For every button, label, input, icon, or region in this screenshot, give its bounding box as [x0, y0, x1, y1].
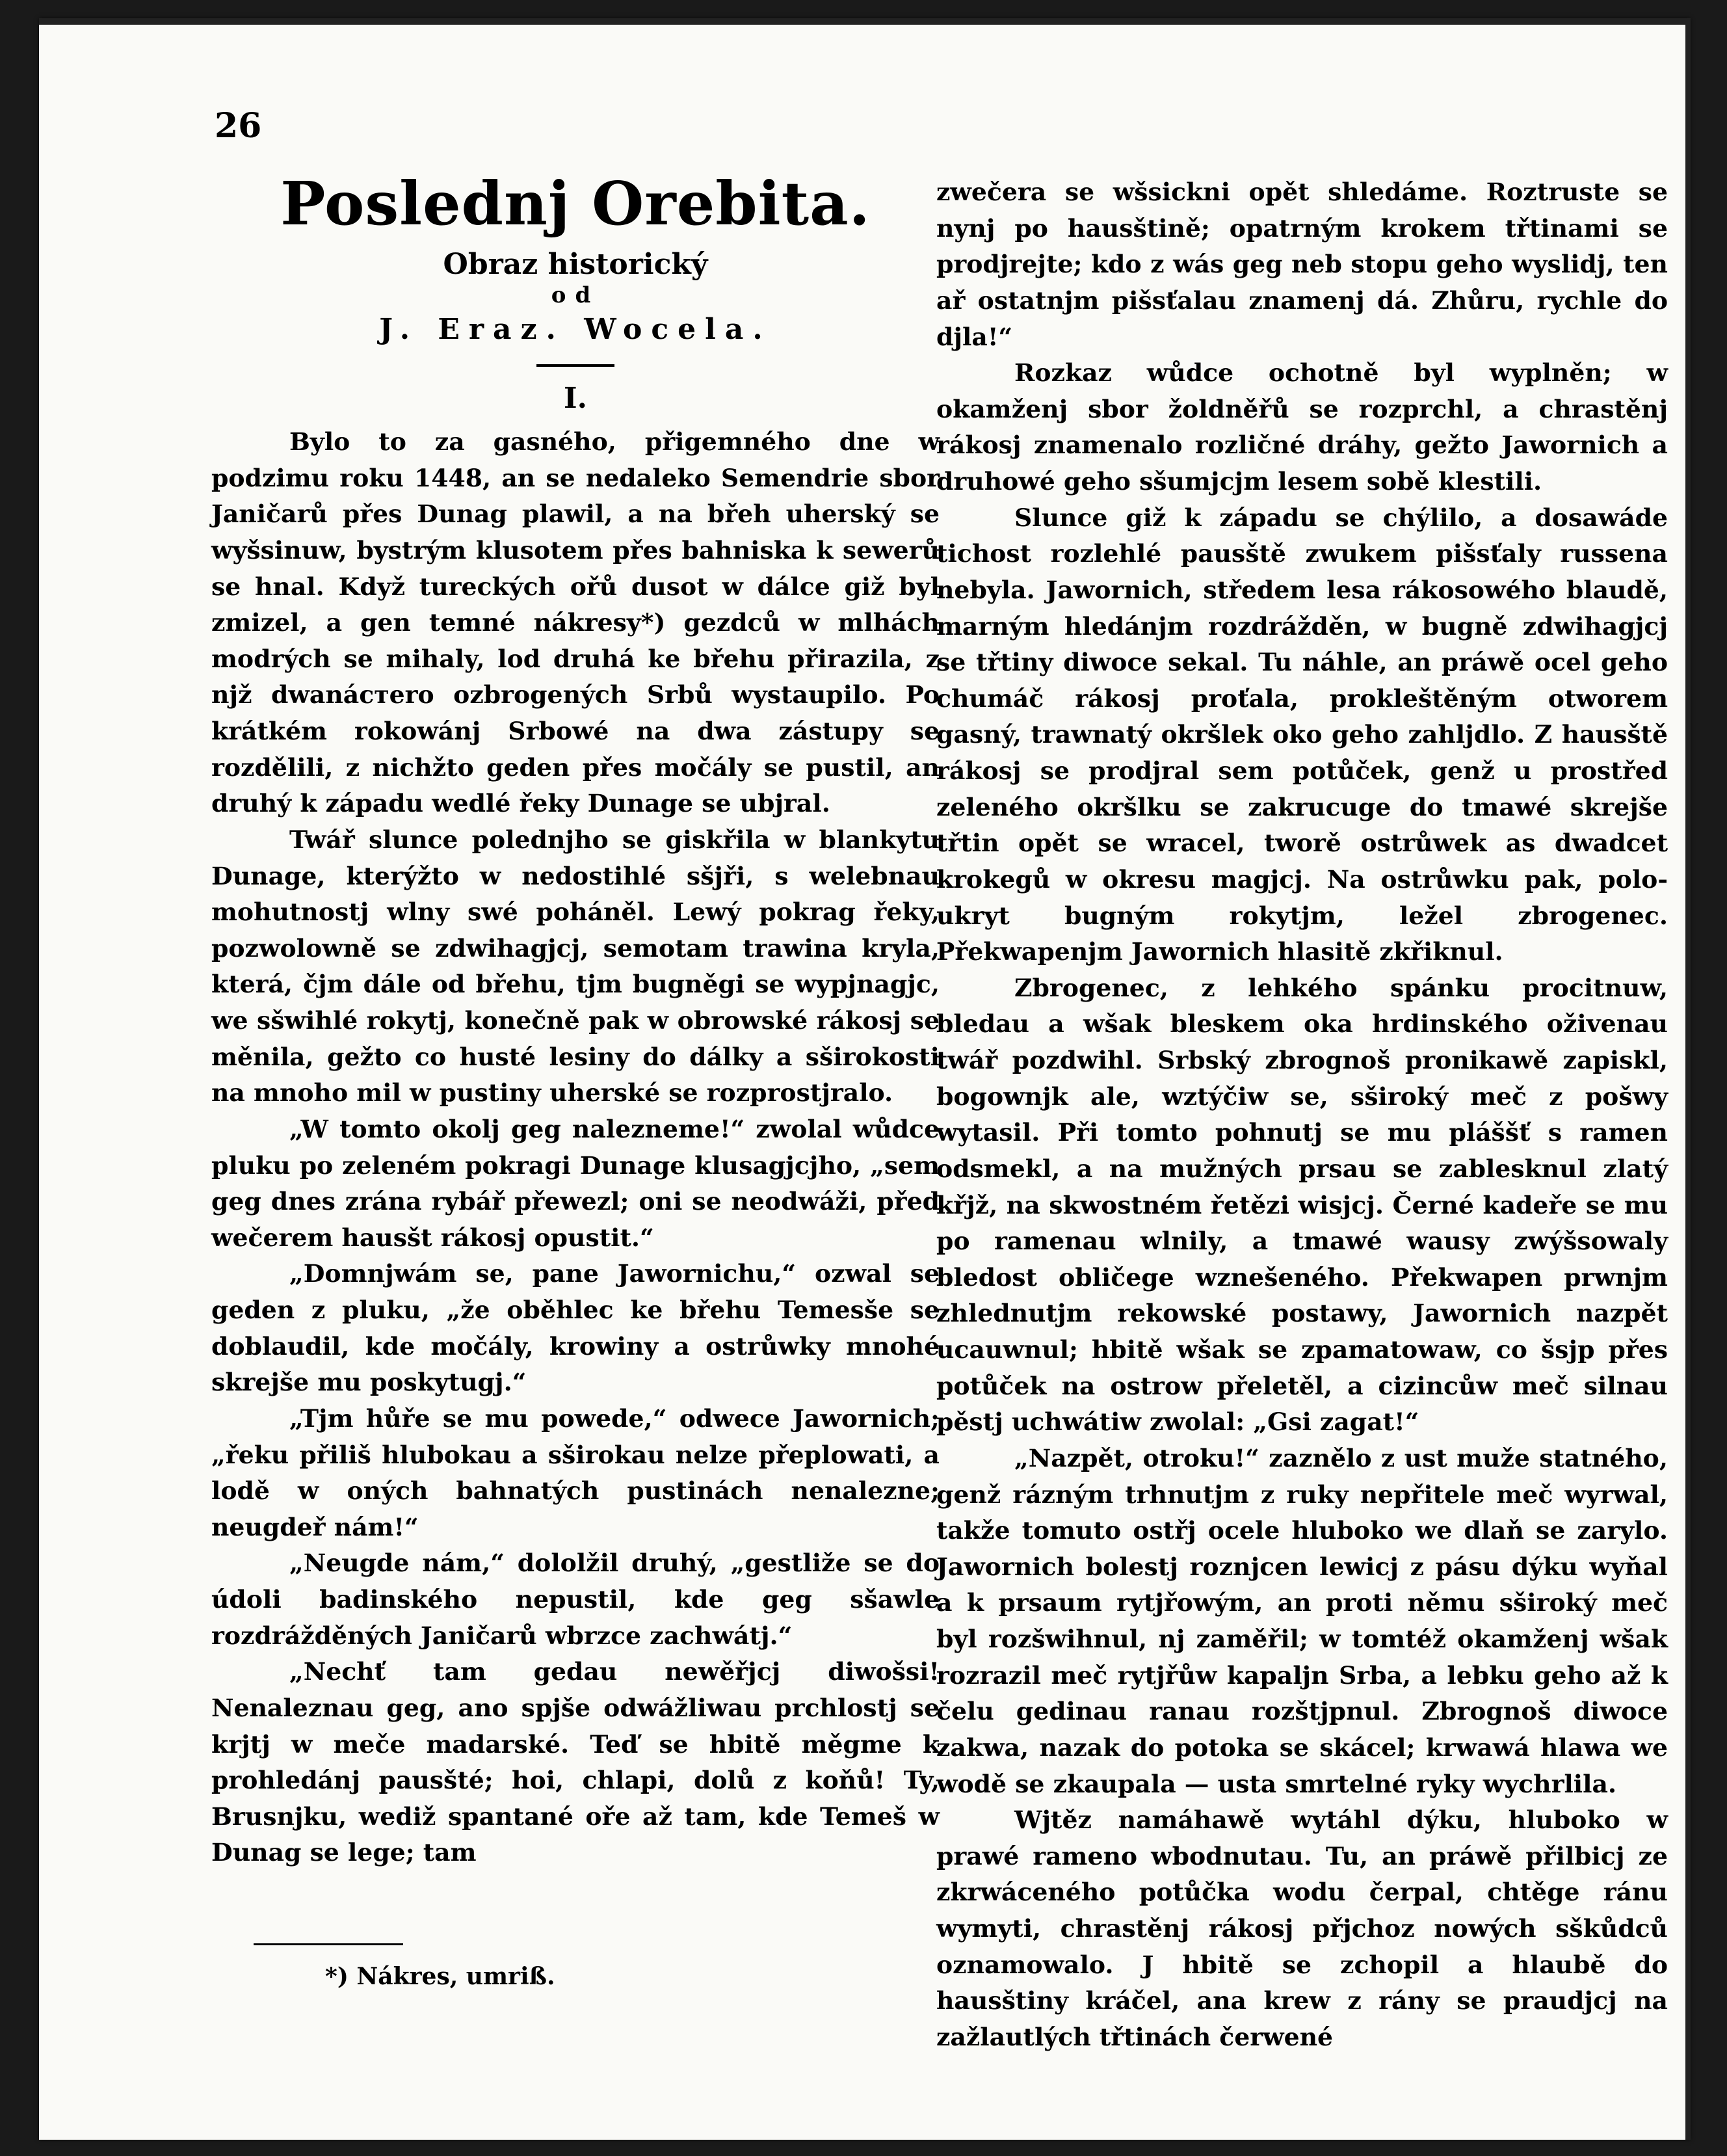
- scan-border-top: [39, 18, 1691, 25]
- paragraph: „Nechť tam gedau newěřjcj diwošsi! Nenaleznau geg, ano spjše odwážliwau prchlostj se krjtj w meče madarské. Teď se hbitě měgme k prohledánj pausšté; hoi, chlapi, dolů z koňů! Ty, Brusnjku, wediž spantané oře až tam, kde Temeš w Dunag se lege; tam: [211, 1657, 940, 1867]
- paragraph: Bylo to za gasného, přigemného dne w podzimu roku 1448, an se nedaleko Semendrie sbor Janičarů přes Dunag plawil, a na břeh uherský se wyšsinuw, bystrým klusotem přes bahniska k sewerů se hnal. Když tureckých ořů dusot w dálce giž byl zmizel, a gen temné nákresy*) gezdců w mlhách modrých se mihaly, lod druhá ke břehu přirazila, z njž dwanácтero ozbrogených Srbů wystaupilo. Po krátkém rokowánj Srbowé na dwa zástupy se rozdělili, z nichžto geden přes močály se pustil, an druhý k západu wedlé řeky Dunage se ubjral.: [211, 427, 940, 818]
- book-page: [39, 18, 1691, 2140]
- paragraph: zwečera se wšsickni opět shledáme. Roztruste se nynj po hausštině; opatrným krokem třtinami se prodjrejte; kdo z wás geg neb stopu geho wyslidj, ten ař ostatnjm pišsťalau znamenj dá. Zhůru, rychle do djla!“: [936, 178, 1668, 351]
- paragraph: Rozkaz wůdce ochotně byl wyplněn; w okamženj sbor žoldněřů se rozprchl, a chrastěnj rákosj znamenalo rozličné dráhy, gežto Jawornich a druhowé geho sšumjcjm lesem sobě klestili.: [936, 358, 1668, 496]
- footnote-divider: [254, 1943, 403, 1945]
- paragraph: Slunce giž k západu se chýlilo, a dosawáde tichost rozlehlé pausště zwukem pišsťaly russena nebyla. Jawornich, středem lesa rákosowého blaudě, marným hledánjm rozdrážděn, w bugně zdwihagjcj se třtiny diwoce sekal. Tu náhle, an práwě ocel geho chumáč rákosj proťala, prokleštěným otworem gasný, trawnatý okršlek oko geho zahljdlo. Z hausště rákosj se prodjral sem potůček, genž u prostřed zeleného okršlku se zakrucuge do tmawé skrejše třtin opět se wracel, tworě ostrůwek as dwadcet krokegů w okresu magjcj. Na ostrůwku pak, polo-ukryt bugným rokytjm, ležel zbrogenec. Překwapenjm Jawornich hlasitě zkřiknul.: [936, 503, 1668, 966]
- right-column: [936, 174, 1668, 2056]
- article-title: Poslednj Orebita.: [280, 168, 871, 239]
- paragraph: „Domnjwám se, pane Jawornichu,“ ozwal se geden z pluku, „že oběhlec ke břehu Temesše se doblaudil, kde močály, krowiny a ostrůwky mnohé skrejše mu poskytugj.“: [211, 1259, 940, 1397]
- paragraph: Zbrogenec, z lehkého spánku procitnuw, bledau a wšak bleskem oka hrdinského oživenau twář pozdwihl. Srbský zbrognoš pronikawě zapiskl, bogownjk ale, wztýčiw se, sširoký meč z pošwy wytasil. Při tomto pohnutj se mu pláššť s ramen odsmekl, a na mužných prsau se zablesknul zlatý křjž, na skwostném řetězi wisjcj. Černé kadeře se mu po ramenau wlnily, a tmawé wausy zwýšsowaly bledost obličege wznešeného. Překwapen prwnjm zhlednutjm rekowské postawy, Jawornich nazpět ucauwnul; hbitě wšak se zpamatowaw, co šsjp přes potůček na ostrow přeletěl, a cizincůw meč silnau pěstj uchwátiw zwolal: „Gsi zagat!“: [936, 973, 1668, 1437]
- paragraph: „W tomto okolj geg nalezneme!“ zwolal wůdce pluku po zeleném pokragi Dunage klusagjcjho, „sem geg dnes zrána rybář přewezl; oni se neodwáži, před wečerem hausšt rákosj opustit.“: [211, 1114, 940, 1252]
- paragraph: Twář slunce polednjho se giskřila w blankytu Dunage, kterýžto w nedostihlé sšjři, s welebnau mohutnostj wlny swé poháněl. Lewý pokrag řeky, pozwolowně se zdwihagjcj, semotam trawina kryla, která, čjm dále od břehu, tjm bugněgi se wypjnagjc, we sšwihlé rokytj, konečně pak w obrowské rákosj se měnila, gežto co husté lesiny do dálky a sširokosti na mnoho mil w pustiny uherské se rozprostjralo.: [211, 825, 940, 1108]
- author-name: J. Eraz. Wocela.: [379, 313, 772, 346]
- page-number: 26: [215, 106, 262, 146]
- scan-border-right: [1685, 18, 1691, 2140]
- paragraph: „Tjm hůře se mu powede,“ odwece Jawornich; „řeku přiliš hlubokau a sširokau nelze přeplowati, a lodě w oných bahnatých pustinách nenalezne; neugdeř nám!“: [211, 1404, 940, 1541]
- paragraph: „Nazpět, otroku!“ zaznělo z ust muže statného, genž rázným trhnutjm z ruky nepřitele meč wyrwal, takže tomuto ostřj ocele hluboko we dlaň se zarylo. Jawornich bolestj roznjcen lewicj z pásu dýku wyňal a k prsaum rytjřowým, an proti němu sširoký meč byl rozšwihnul, nj zaměřil; w tomtéž okamženj wšak rozrazil meč rytjřůw kapaljn Srba, a lebku geho až k čelu gedinau ranau rozštjpnul. Zbrognoš diwoce zakwa, nazak do potoka se skácel; krwawá hlawa we wodě se zkaupala — usta smrtelné ryky wychrlila.: [936, 1443, 1668, 1798]
- paragraph: „Neugde nám,“ dololžil druhý, „gestliže se do údoli badinského nepustil, kde geg sšawle rozdrážděných Janičarů wbrzce zachwátj.“: [211, 1549, 940, 1650]
- footnote: *) Nákres, umriß.: [325, 1963, 555, 1990]
- paragraph: Wjtěz namáhawě wytáhl dýku, hluboko w prawé rameno wbodnutau. Tu, an práwě přilbicj ze zkrwáceného potůčka wodu čerpal, chtěge ránu wymyti, chrastěnj rákosj přjchoz nowých sškůdců oznamowalo. J hbitě se zchopil a hlaubě do hausštiny kráčel, ana krew z rány se praudjcj na zažlautlých třtinách čerwené: [936, 1805, 1668, 2051]
- left-column: [211, 168, 940, 1871]
- title-divider: [536, 364, 614, 367]
- article-subtitle: Obraz historický: [443, 248, 708, 281]
- chapter-number: I.: [564, 382, 587, 415]
- byline-od: od: [551, 282, 600, 308]
